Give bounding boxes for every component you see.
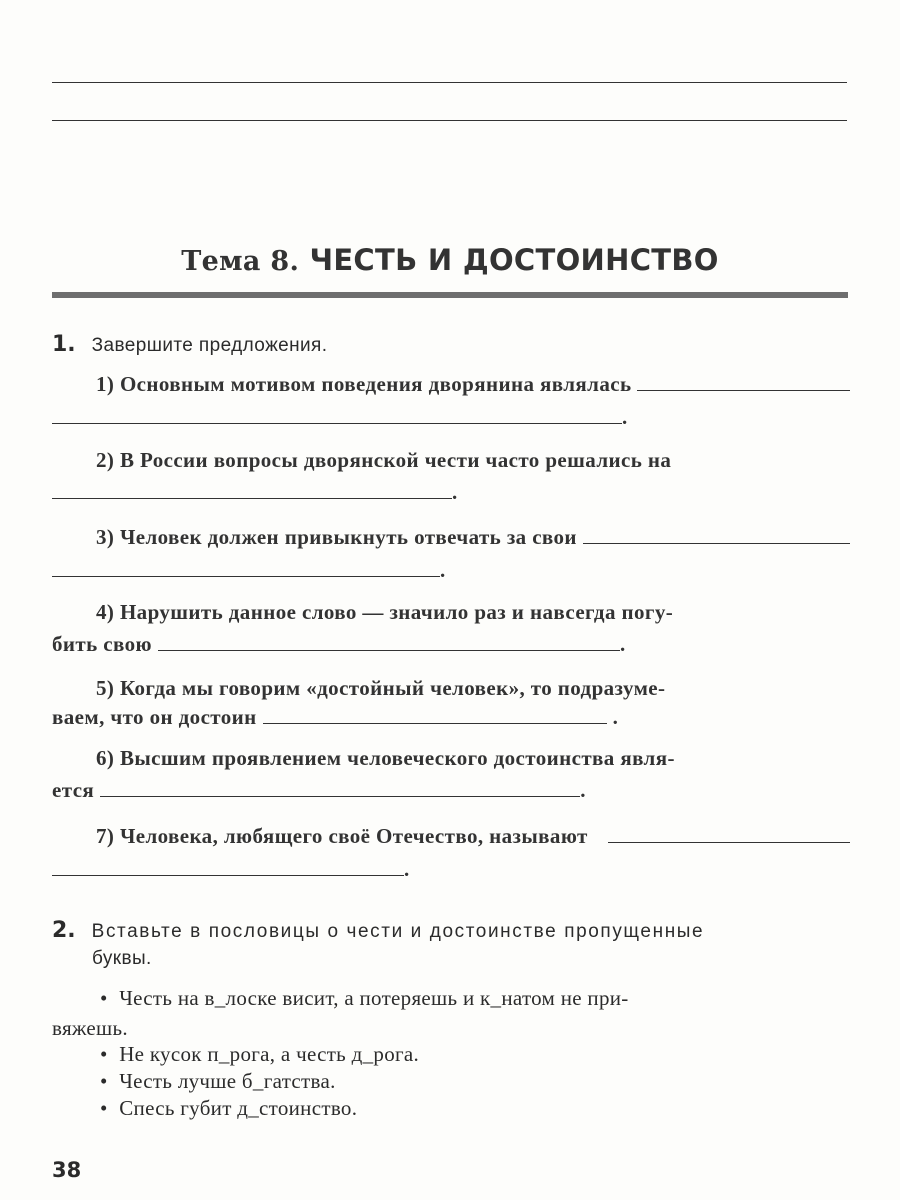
item-2-line1	[96, 448, 850, 473]
task1-header	[52, 332, 327, 357]
bullet-icon: •	[100, 986, 108, 1010]
item-7-line1	[96, 824, 850, 849]
item-end: .	[612, 705, 619, 729]
proverb-text: Честь на в_лоске висит, а потеряешь и к_натом не при-	[119, 986, 629, 1010]
proverb-1	[100, 986, 629, 1011]
item-end: .	[619, 632, 626, 656]
item-text: 2) В России вопросы дворянской чести часто решались на	[96, 448, 672, 472]
item-2-line2	[52, 480, 850, 505]
answer-line-top-1[interactable]	[52, 82, 847, 83]
answer-blank[interactable]	[263, 722, 607, 724]
proverb-1-cont: вяжешь.	[52, 1016, 128, 1040]
proverb-2	[100, 1042, 419, 1067]
task2-instruction-cont: буквы.	[92, 948, 152, 969]
item-1-line2	[52, 405, 850, 430]
item-end: .	[622, 405, 628, 429]
item-text: ваем, что он достоин	[52, 705, 257, 729]
item-4-line1	[96, 600, 850, 625]
item-text: 6) Высшим проявлением человеческого достоинства явля-	[96, 746, 675, 770]
item-1-line1	[96, 372, 850, 397]
item-3-line2	[52, 558, 850, 583]
task1-instruction: Завершите предложения.	[91, 335, 328, 356]
item-text: 3) Человек должен привыкнуть отвечать за свои	[96, 525, 577, 549]
bullet-icon: •	[100, 1069, 108, 1093]
item-end: .	[440, 558, 446, 582]
bullet-icon: •	[100, 1096, 108, 1120]
item-6-line1	[96, 746, 850, 771]
proverb-text: Не кусок п_рога, а честь д_рога.	[119, 1042, 420, 1066]
title-prefix: Тема 8.	[181, 246, 300, 277]
item-7-line2	[52, 857, 850, 882]
task2-number: 2.	[52, 918, 76, 943]
item-4-line2	[52, 632, 850, 657]
title-divider	[52, 292, 848, 298]
bullet-icon: •	[100, 1042, 108, 1066]
task1-number: 1.	[52, 332, 76, 357]
item-text: 4) Нарушить данное слово — значило раз и навсегда погу-	[96, 600, 674, 624]
answer-blank[interactable]	[52, 422, 622, 424]
item-text: 7) Человека, любящего своё Отечество, называют	[96, 824, 588, 848]
item-end: .	[452, 480, 458, 504]
answer-blank[interactable]	[637, 389, 850, 391]
item-end: .	[404, 857, 410, 881]
proverb-4	[100, 1096, 357, 1121]
answer-blank[interactable]	[52, 874, 404, 876]
item-end: .	[580, 778, 586, 802]
answer-blank[interactable]	[158, 649, 620, 651]
proverb-text: Честь лучше б_гатства.	[119, 1069, 336, 1093]
item-5-line1	[96, 676, 850, 701]
answer-blank[interactable]	[583, 542, 850, 544]
item-text: бить свою	[52, 632, 152, 656]
answer-line-top-2[interactable]	[52, 120, 847, 121]
answer-blank[interactable]	[52, 575, 440, 577]
answer-blank[interactable]	[100, 795, 580, 797]
item-5-line2	[52, 705, 850, 730]
item-3-line1	[96, 525, 850, 550]
proverb-3	[100, 1069, 336, 1094]
answer-blank[interactable]	[608, 841, 850, 843]
item-6-line2	[52, 778, 850, 803]
page-number: 38	[52, 1158, 82, 1182]
item-text: ется	[52, 778, 95, 802]
answer-blank[interactable]	[52, 497, 452, 499]
page-title	[0, 243, 900, 277]
item-text: 5) Когда мы говорим «достойный человек», то подразуме-	[96, 676, 666, 700]
title-main: ЧЕСТЬ И ДОСТОИНСТВО	[309, 243, 719, 277]
proverb-text: Спесь губит д_стоинство.	[119, 1096, 358, 1120]
task2-instruction: Вставьте в пословицы о чести и достоинстве пропущенные	[91, 921, 705, 942]
item-text: 1) Основным мотивом поведения дворянина являлась	[96, 372, 632, 396]
task2-header	[52, 918, 704, 943]
